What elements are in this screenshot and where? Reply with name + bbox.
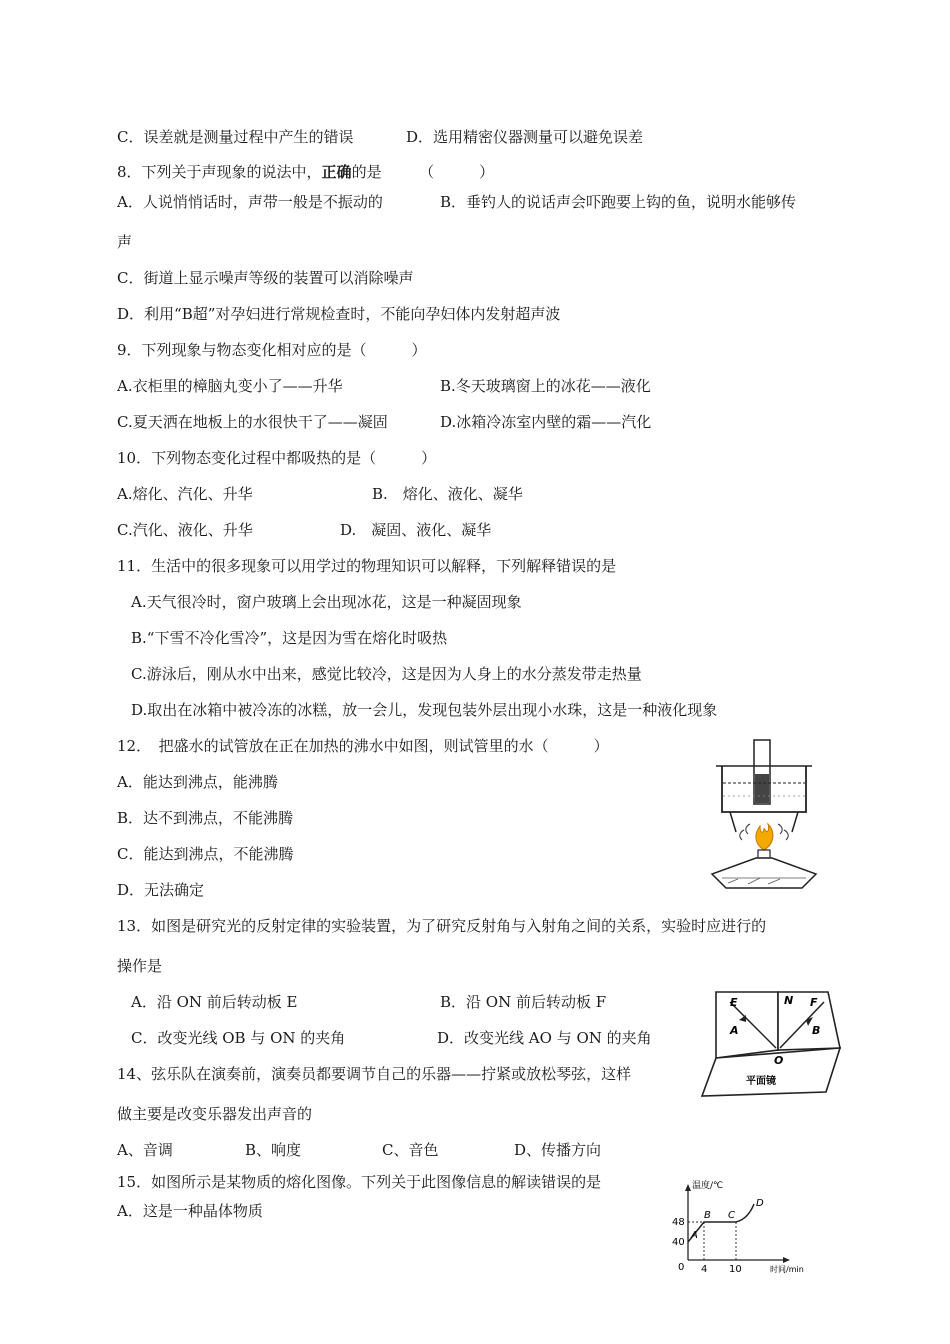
q14-option-b: B、响度 bbox=[245, 1141, 302, 1159]
q11-option-d: D.取出在冰箱中被冷冻的冰糕，放一会儿，发现包装外层出现小水珠，这是一种液化现象 bbox=[131, 701, 718, 719]
q11-stem: 11．生活中的很多现象可以用学过的物理知识可以解释，下列解释错误的是 bbox=[117, 557, 617, 575]
x-axis-label: 时间/min bbox=[770, 1265, 804, 1274]
q14-stem-cont: 做主要是改变乐器发出声音的 bbox=[117, 1105, 313, 1123]
q12-option-b: B．达不到沸点，不能沸腾 bbox=[117, 809, 294, 827]
q13-stem: 13．如图是研究光的反射定律的实验装置，为了研究反射角与入射角之间的关系，实验时应进行的 bbox=[117, 917, 767, 935]
q8-option-c: C．街道上显示噪声等级的装置可以消除噪声 bbox=[117, 269, 414, 287]
label-a: A bbox=[730, 1024, 739, 1037]
q10-option-b: B. 熔化、液化、凝华 bbox=[372, 485, 523, 503]
q8-option-a: A．人说悄悄话时，声带一般是不振动的 bbox=[117, 193, 383, 211]
point-c: C bbox=[728, 1210, 735, 1221]
q14-option-a: A、音调 bbox=[117, 1141, 173, 1159]
q13-option-d: D．改变光线 AO 与 ON 的夹角 bbox=[437, 1029, 652, 1047]
reflection-apparatus-figure bbox=[700, 988, 846, 1098]
x-tick-0: 0 bbox=[678, 1262, 685, 1273]
stand-right-leg bbox=[792, 812, 798, 832]
q9-option-d: D.冰箱冷冻室内壁的霜——汽化 bbox=[440, 413, 652, 431]
label-o: O bbox=[774, 1054, 784, 1067]
label-f: F bbox=[810, 996, 818, 1009]
q10-option-c: C.汽化、液化、升华 bbox=[117, 521, 253, 539]
alcohol-lamp bbox=[712, 858, 816, 888]
flame bbox=[756, 824, 773, 850]
stand-left-leg bbox=[730, 812, 736, 832]
q13-stem-cont: 操作是 bbox=[117, 957, 163, 975]
test-tube-water bbox=[755, 774, 769, 803]
q9-stem: 9．下列现象与物态变化相对应的是（ ） bbox=[117, 341, 427, 359]
q8-option-d: D．利用“B超”对孕妇进行常规检查时，不能向孕妇体内发射超声波 bbox=[117, 305, 561, 323]
melting-graph-figure bbox=[666, 1176, 822, 1276]
lamp-wick-holder bbox=[758, 850, 770, 858]
q12-option-c: C．能达到沸点，不能沸腾 bbox=[117, 845, 294, 863]
y-axis-arrow bbox=[685, 1184, 691, 1191]
q12-option-d: D．无法确定 bbox=[117, 881, 205, 899]
board-e bbox=[716, 992, 778, 1058]
q12-stem: 12． 把盛水的试管放在正在加热的沸水中如图，则试管里的水（ ） bbox=[117, 737, 609, 755]
q10-option-a: A.熔化、汽化、升华 bbox=[117, 485, 253, 503]
point-b: B bbox=[704, 1210, 711, 1221]
y-tick-48: 48 bbox=[672, 1217, 685, 1228]
x-tick-4: 4 bbox=[701, 1264, 708, 1275]
q11-option-c: C.游泳后，刚从水中出来，感觉比较冷，这是因为人身上的水分蒸发带走热量 bbox=[131, 665, 642, 683]
q8-option-b-cont: 声 bbox=[117, 233, 133, 251]
q13-option-b: B．沿 ON 前后转动板 F bbox=[440, 993, 607, 1011]
melting-curve-cd bbox=[736, 1204, 754, 1222]
q9-option-a: A.衣柜里的樟脑丸变小了——升华 bbox=[117, 377, 343, 395]
q10-option-d: D. 凝固、液化、凝华 bbox=[340, 521, 492, 539]
q9-option-c: C.夏天洒在地板上的水很快干了——凝固 bbox=[117, 413, 388, 431]
x-tick-10: 10 bbox=[729, 1264, 742, 1275]
q7-option-d: D．选用精密仪器测量可以避免误差 bbox=[406, 128, 644, 146]
q8-stem bbox=[117, 162, 494, 182]
q13-option-a: A．沿 ON 前后转动板 E bbox=[131, 993, 298, 1011]
q11-option-b: B.“下雪不冷化雪冷”，这是因为雪在熔化时吸热 bbox=[131, 629, 448, 647]
q14-option-d: D、传播方向 bbox=[514, 1141, 602, 1159]
label-mirror: 平面镜 bbox=[746, 1076, 776, 1087]
label-b: B bbox=[812, 1024, 821, 1037]
y-tick-40: 40 bbox=[672, 1237, 685, 1248]
y-axis-label: 温度/℃ bbox=[692, 1181, 724, 1191]
q14-stem: 14、弦乐队在演奏前，演奏员都要调节自己的乐器——拧紧或放松琴弦，这样 bbox=[117, 1065, 632, 1083]
x-axis-arrow bbox=[783, 1257, 790, 1263]
q8-option-b: B．垂钓人的说话声会吓跑要上钩的鱼，说明水能够传 bbox=[440, 193, 797, 211]
q12-option-a: A．能达到沸点，能沸腾 bbox=[117, 773, 278, 791]
q8-stem-bold: 正确 bbox=[321, 163, 352, 181]
point-d: D bbox=[756, 1198, 764, 1209]
point-a: A bbox=[691, 1230, 698, 1241]
q7-option-c: C．误差就是测量过程中产生的错误 bbox=[117, 128, 354, 146]
q8-stem-pre: 8．下列关于声现象的说法中， bbox=[117, 163, 322, 181]
q8-stem-post: 的是 （ ） bbox=[351, 163, 495, 181]
q10-stem: 10．下列物态变化过程中都吸热的是（ ） bbox=[117, 449, 437, 467]
q15-stem: 15．如图所示是某物质的熔化图像。下列关于此图像信息的解读错误的是 bbox=[117, 1173, 602, 1191]
q13-option-c: C．改变光线 OB 与 ON 的夹角 bbox=[131, 1029, 346, 1047]
q15-option-a: A．这是一种晶体物质 bbox=[117, 1202, 263, 1220]
label-n: N bbox=[784, 994, 794, 1007]
q14-option-c: C、音色 bbox=[382, 1141, 439, 1159]
q9-option-b: B.冬天玻璃窗上的冰花——液化 bbox=[440, 377, 651, 395]
q11-option-a: A.天气很冷时，窗户玻璃上会出现冰花，这是一种凝固现象 bbox=[131, 593, 522, 611]
boiling-tube-figure bbox=[708, 738, 832, 890]
label-e: E bbox=[730, 996, 738, 1009]
